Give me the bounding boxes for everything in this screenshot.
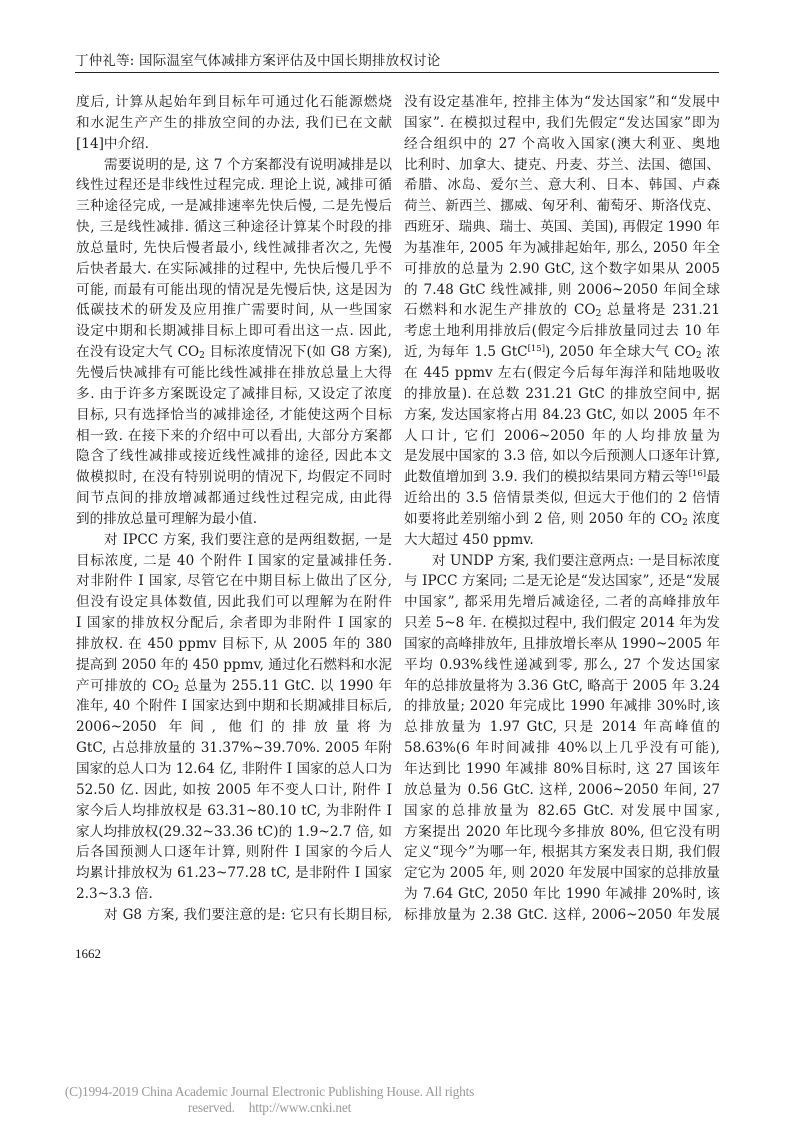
text-line: 为 7.64 GtC, 2050 年比 1990 年减排 20%时, 该 <box>404 886 720 903</box>
text-line: 平均 0.93%线性递减到零, 那么, 27 个发达国家 <box>404 656 720 673</box>
subscript: 2 <box>173 684 180 695</box>
text-line: 58.63%(6 年时间减排 40%以上几乎没有可能), <box>404 740 720 757</box>
text-line: 的 7.48 GtC 线性减排, 则 2006~2050 年间全球 <box>404 281 720 298</box>
text-run: 如要将此差别缩小到 2 倍, 则 2050 年的 CO <box>404 510 683 527</box>
text-line <box>76 676 392 697</box>
text-line: 对非附件 I 国家, 尽管它在中期目标上做出了区分, <box>76 573 392 590</box>
text-line: 设定中期和长期减排目标上即可看出这一点. 因此, <box>76 323 392 340</box>
text-run: 石燃料和水泥生产排放的 CO <box>404 302 596 319</box>
text-line: 考虑土地利用排放后(假定今后排放量同过去 10 年 <box>404 323 720 340</box>
text-line: 先慢后快减排有可能比线性减排在排放总量上大得 <box>76 364 392 381</box>
text-line: 标排放量为 2.38 GtC. 这样, 2006~2050 年发展 <box>404 906 720 923</box>
text-line: 但没有设定具体数值, 因此我们可以理解为在附件 <box>76 594 392 611</box>
text-run: 此数值增加到 3.9. 我们的模拟结果同方精云等 <box>404 469 689 486</box>
text-line: 的排放量; 2020 年完成比 1990 年减排 30%时,该 <box>404 698 720 715</box>
text-line: 国家的总排放量为 82.65 GtC. 对发展中国家, <box>404 802 720 819</box>
header-rule <box>75 72 719 73</box>
text-run: 目标浓度情况下(如 G8 方案), <box>204 344 392 361</box>
text-run: 浓度 <box>692 510 720 527</box>
text-line: GtC, 占总排放量的 31.37%~39.70%. 2005 年附 <box>76 740 392 757</box>
text-line: 隐含了线性减排或接近线性减排的途径, 因此本文 <box>76 448 392 465</box>
text-line: 三种途径完成, 一是减排速率先快后慢, 二是先慢后 <box>76 198 392 215</box>
text-line: 中国家”, 都采用先增后减途径, 二者的高峰排放年 <box>404 594 720 611</box>
text-line: 线性过程还是非线性过程完成. 理论上说, 减排可循 <box>76 177 392 194</box>
text-line <box>404 467 720 488</box>
paragraph <box>404 551 720 926</box>
text-line: 52.50 亿. 因此, 如按 2005 年不变人口计, 附件 I <box>76 781 392 798</box>
footer-url-link[interactable]: http://www.cnki.net <box>248 1100 352 1115</box>
text-line: 放总量为 0.56 GtC. 这样, 2006~2050 年间, 27 <box>404 781 720 798</box>
subscript: 2 <box>199 351 205 362</box>
text-line: 提高到 2050 年的 450 ppmv, 通过化石燃料和水泥 <box>76 656 392 673</box>
text-line: 国家的总人口为 12.64 亿, 非附件 I 国家的总人口为 <box>76 761 392 777</box>
text-line: 多. 由于许多方案既设定了减排目标, 又设定了浓度 <box>76 385 392 402</box>
text-line: 做模拟时, 在没有特别说明的情况下, 均假定不同时 <box>76 469 392 486</box>
text-line: 后各国预测人口逐年计算, 则附件 I 国家的今后人 <box>76 844 392 861</box>
text-line: 间节点间的排放增减都通过线性过程完成, 由此得 <box>76 490 392 507</box>
text-line: 方案, 发达国家将占用 84.23 GtC, 如以 2005 年不 <box>404 406 720 423</box>
paragraph <box>76 530 392 905</box>
paragraph <box>76 155 392 530</box>
text-line <box>404 300 720 321</box>
text-line: 低碳技术的研发及应用推广需要时间, 从一些国家 <box>76 302 392 319</box>
text-line: 均累计排放权为 61.23~77.28 tC, 是非附件 I 国家 <box>76 865 392 882</box>
text-run: ), 2050 年全球大气 CO <box>545 344 696 361</box>
text-line: 度后, 计算从起始年到目标年可通过化石能源燃烧 <box>76 94 392 110</box>
text-run: 浓 <box>706 344 720 361</box>
text-line: 可排放的总量为 2.90 GtC, 这个数字如果从 2005 <box>404 260 720 277</box>
text-line: I 国家的排放权分配后, 余者即为非附件 I 国家的 <box>76 615 392 632</box>
text-line: 西班牙、瑞典、瑞士、英国、美国), 再假定 1990 年 <box>404 219 720 236</box>
text-line: 家今后人均排放权是 63.31~80.10 tC, 为非附件 I <box>76 802 392 819</box>
text-line: 人口计, 它们 2006~2050 年的人均排放量为 <box>404 427 720 444</box>
text-line: 没有设定基准年, 控排主体为“发达国家”和“发展中 <box>404 94 720 110</box>
right-column <box>404 92 720 926</box>
text-line: 可能, 而最有可能出现的情况是先慢后快, 这是因为 <box>76 281 392 298</box>
text-line: 后快者最大. 在实际减排的过程中, 先快后慢几乎不 <box>76 260 392 277</box>
text-line: 是发展中国家的 3.3 倍, 如以今后预测人口逐年计算, <box>404 448 720 465</box>
text-line: 快, 三是线性减排. 循这三种途径计算某个时段的排 <box>76 219 392 236</box>
text-line: 准年, 40 个附件 I 国家达到中期和长期减排目标后, <box>76 698 392 715</box>
text-line: 年的总排放量将为 3.36 GtC, 略高于 2005 年 3.24 <box>404 677 720 694</box>
text-line: 在 445 ppmv 左右(假定今后每年海洋和陆地吸收 <box>404 364 720 381</box>
text-line: 家人均排放权(29.32~33.36 tC)的 1.9~2.7 倍, 如 <box>76 823 392 840</box>
text-line: 目标浓度, 二是 40 个附件 I 国家的定量减排任务. <box>76 552 392 569</box>
page-number: 1662 <box>75 946 101 961</box>
text-line: 排放权. 在 450 ppmv 目标下, 从 2005 年的 380 <box>76 635 392 652</box>
paragraph <box>404 92 720 551</box>
text-run: 近, 为每年 1.5 GtC <box>404 344 528 361</box>
text-line: 只差 5~8 年. 在模拟过程中, 我们假定 2014 年为发 <box>404 615 720 632</box>
text-run: 在没有设定大气 CO <box>76 344 200 361</box>
text-line: 经合组织中的 27 个高收入国家(澳大利亚、奥地 <box>404 135 720 152</box>
paragraph <box>76 92 392 155</box>
text-line: 2.3~3.3 倍. <box>76 886 153 903</box>
text-line: 与 IPCC 方案同; 二是无论是“发达国家”, 还是“发展 <box>404 573 720 590</box>
text-run: 总量为 255.11 GtC. 以 1990 年 <box>184 677 392 694</box>
text-run: 产可排放的 CO <box>76 677 174 694</box>
text-line <box>404 342 720 363</box>
text-line: 近给出的 3.5 倍情景类似, 但远大于他们的 2 倍情 <box>404 490 720 507</box>
running-title: 丁仲礼等: 国际温室气体减排方案评估及中国长期排放权讨论 <box>75 53 441 69</box>
left-column <box>76 92 392 926</box>
footer-copyright: (C)1994-2019 China Academic Journal Electronic Publishing House. All rights reserved. <box>64 1084 475 1115</box>
text-line: 希腊、冰岛、爱尔兰、意大利、日本、韩国、卢森 <box>404 177 720 194</box>
text-line: 和水泥生产产生的排放空间的办法, 我们已在文献 <box>76 114 392 131</box>
text-line: 国家的高峰排放年, 且排放增长率从 1990~2005 年 <box>404 635 720 652</box>
text-line <box>404 509 720 530</box>
subscript: 2 <box>682 517 688 528</box>
text-run: 总量将是 231.21 <box>606 302 720 319</box>
text-line: 为基准年, 2005 年为减排起始年, 那么, 2050 年全 <box>404 239 720 256</box>
text-line <box>76 342 392 363</box>
text-line: 相一致. 在接下来的介绍中可以看出, 大部分方案都 <box>76 427 392 444</box>
paragraph <box>76 905 392 926</box>
subscript: 2 <box>695 351 702 362</box>
text-line: [14]中介绍. <box>76 135 150 152</box>
text-line: 比利时、加拿大、捷克、丹麦、芬兰、法国、德国、 <box>404 156 720 173</box>
text-line: 对 IPCC 方案, 我们要注意的是两组数据, 一是 <box>104 531 392 548</box>
text-line: 到的排放总量可理解为最小值. <box>76 510 258 527</box>
text-line: 对 G8 方案, 我们要注意的是: 它只有长期目标, <box>104 906 392 923</box>
text-line: 需要说明的是, 这 7 个方案都没有说明减排是以 <box>104 156 392 173</box>
text-run: 最 <box>706 469 720 486</box>
text-line: 放总量时, 先快后慢者最小, 线性减排者次之, 先慢 <box>76 239 392 256</box>
text-line: 定义“现今”为哪一年, 根据其方案发表日期, 我们假 <box>404 844 720 861</box>
text-line: 定它为 2005 年, 则 2020 年发展中国家的总排放量 <box>404 865 720 882</box>
text-line: 的排放量). 在总数 231.21 GtC 的排放空间中, 据 <box>404 385 720 402</box>
text-line: 方案提出 2020 年比现今多排放 80%, 但它没有明 <box>404 823 720 840</box>
text-line: 年达到比 1990 年减排 80%目标时, 这 27 国该年 <box>404 761 720 777</box>
copyright-footer <box>12 1084 527 1116</box>
text-line: 总排放量为 1.97 GtC, 只是 2014 年高峰值的 <box>404 719 720 736</box>
text-line: 对 UNDP 方案, 我们要注意两点: 一是目标浓度 <box>432 552 720 569</box>
text-line: 目标, 只有选择恰当的减排途径, 才能使这两个目标 <box>76 406 392 423</box>
citation-reference: [15] <box>527 344 546 355</box>
text-line: 国家”. 在模拟过程中, 我们先假定“发达国家”即为 <box>404 114 720 131</box>
subscript: 2 <box>595 309 602 320</box>
text-line: 荷兰、新西兰、挪威、匈牙利、葡萄牙、斯洛伐克、 <box>404 198 720 215</box>
text-line: 大大超过 450 ppmv. <box>404 531 534 548</box>
text-line: 2006~2050 年间, 他们的排放量将为 <box>76 719 392 736</box>
citation-reference: [16] <box>688 469 707 480</box>
